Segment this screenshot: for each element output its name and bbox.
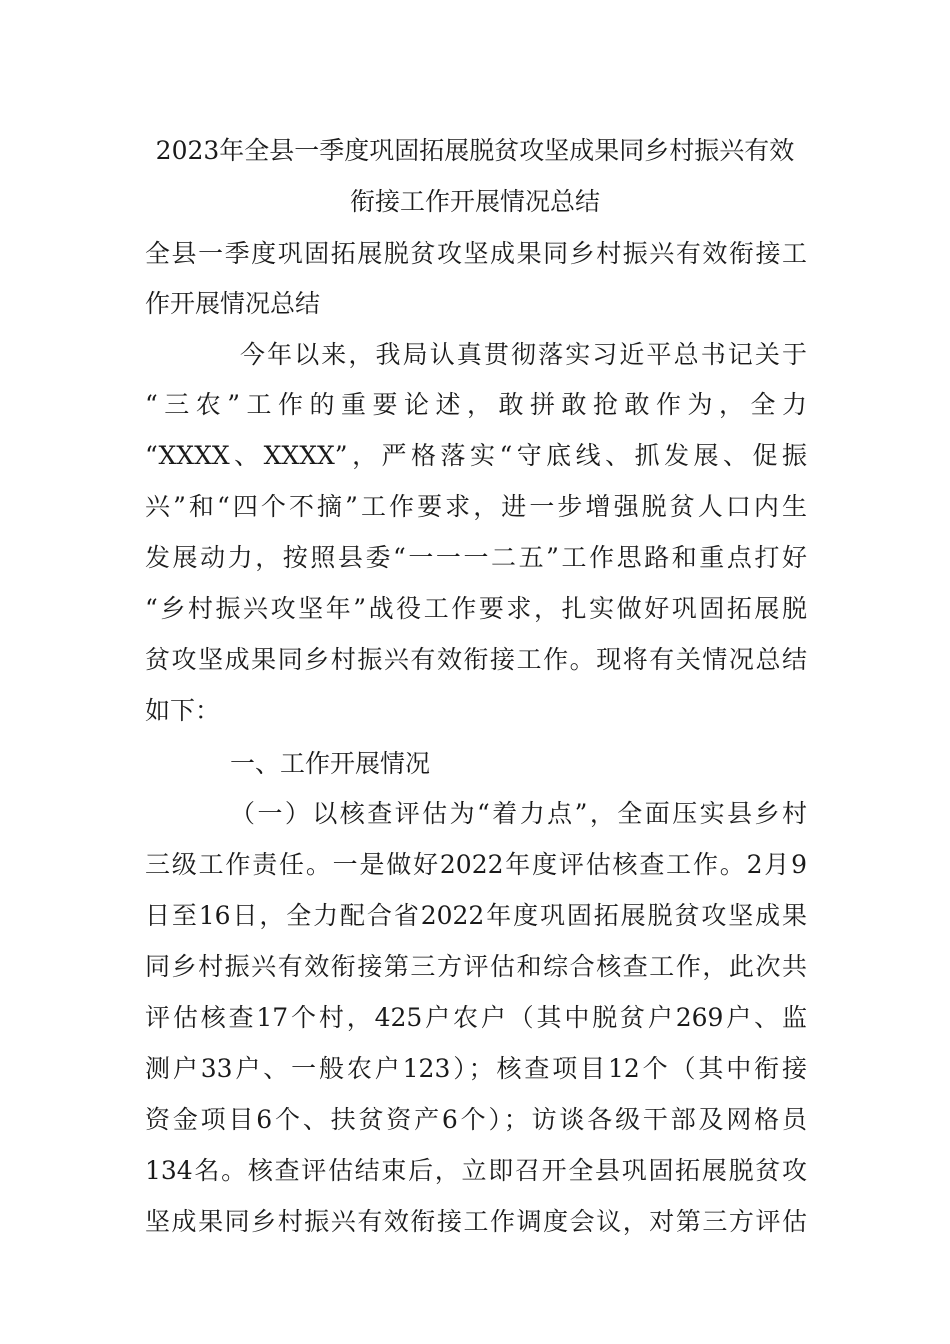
intro-paragraph-line: 兴”和“四个不摘”工作要求，进一步增强脱贫人口内生 (145, 492, 807, 521)
intro-paragraph-line: “三农”工作的重要论述，敢拼敢抢敢作为，全力 (145, 390, 807, 419)
body-paragraph-line: 测户33户、一般农户123）；核查项目12个（其中衔接 (145, 1054, 807, 1083)
intro-paragraph-line: 今年以来，我局认真贯彻落实习近平总书记关于 (240, 340, 807, 369)
intro-paragraph-line: 贫攻坚成果同乡村振兴有效衔接工作。现将有关情况总结 (145, 645, 807, 674)
body-paragraph-line: 资金项目6个、扶贫资产6个）；访谈各级干部及网格员 (145, 1105, 807, 1134)
section-heading: 一、工作开展情况 (230, 749, 431, 778)
intro-paragraph-line: 发展动力，按照县委“一一一二五”工作思路和重点打好 (145, 543, 807, 572)
body-paragraph-line: 评估核查17个村，425户农户（其中脱贫户269户、监 (145, 1003, 807, 1032)
document-title-line-1: 2023年全县一季度巩固拓展脱贫攻坚成果同乡村振兴有效 (155, 136, 795, 165)
body-paragraph-line: 日至16日，全力配合省2022年度巩固拓展脱贫攻坚成果 (145, 901, 807, 930)
document-subtitle-line-1: 全县一季度巩固拓展脱贫攻坚成果同乡村振兴有效衔接工 (145, 239, 807, 268)
intro-paragraph-line: “乡村振兴攻坚年”战役工作要求，扎实做好巩固拓展脱 (145, 594, 807, 623)
intro-paragraph-line: 如下： (145, 696, 221, 725)
subsection-heading-line: （一）以核查评估为“着力点”，全面压实县乡村 (230, 799, 807, 828)
body-paragraph-line: 同乡村振兴有效衔接第三方评估和综合核查工作，此次共 (145, 952, 807, 981)
document-subtitle-line-2: 作开展情况总结 (145, 289, 321, 318)
body-paragraph-line: 坚成果同乡村振兴有效衔接工作调度会议，对第三方评估 (145, 1207, 807, 1236)
document-title-line-2: 衔接工作开展情况总结 (349, 187, 600, 216)
body-paragraph-line: 三级工作责任。一是做好2022年度评估核查工作。2月9 (145, 850, 807, 879)
body-paragraph-line: 134名。核查评估结束后，立即召开全县巩固拓展脱贫攻 (145, 1156, 807, 1185)
intro-paragraph-line: “XXXX、XXXX”，严格落实“守底线、抓发展、促振 (145, 441, 807, 470)
